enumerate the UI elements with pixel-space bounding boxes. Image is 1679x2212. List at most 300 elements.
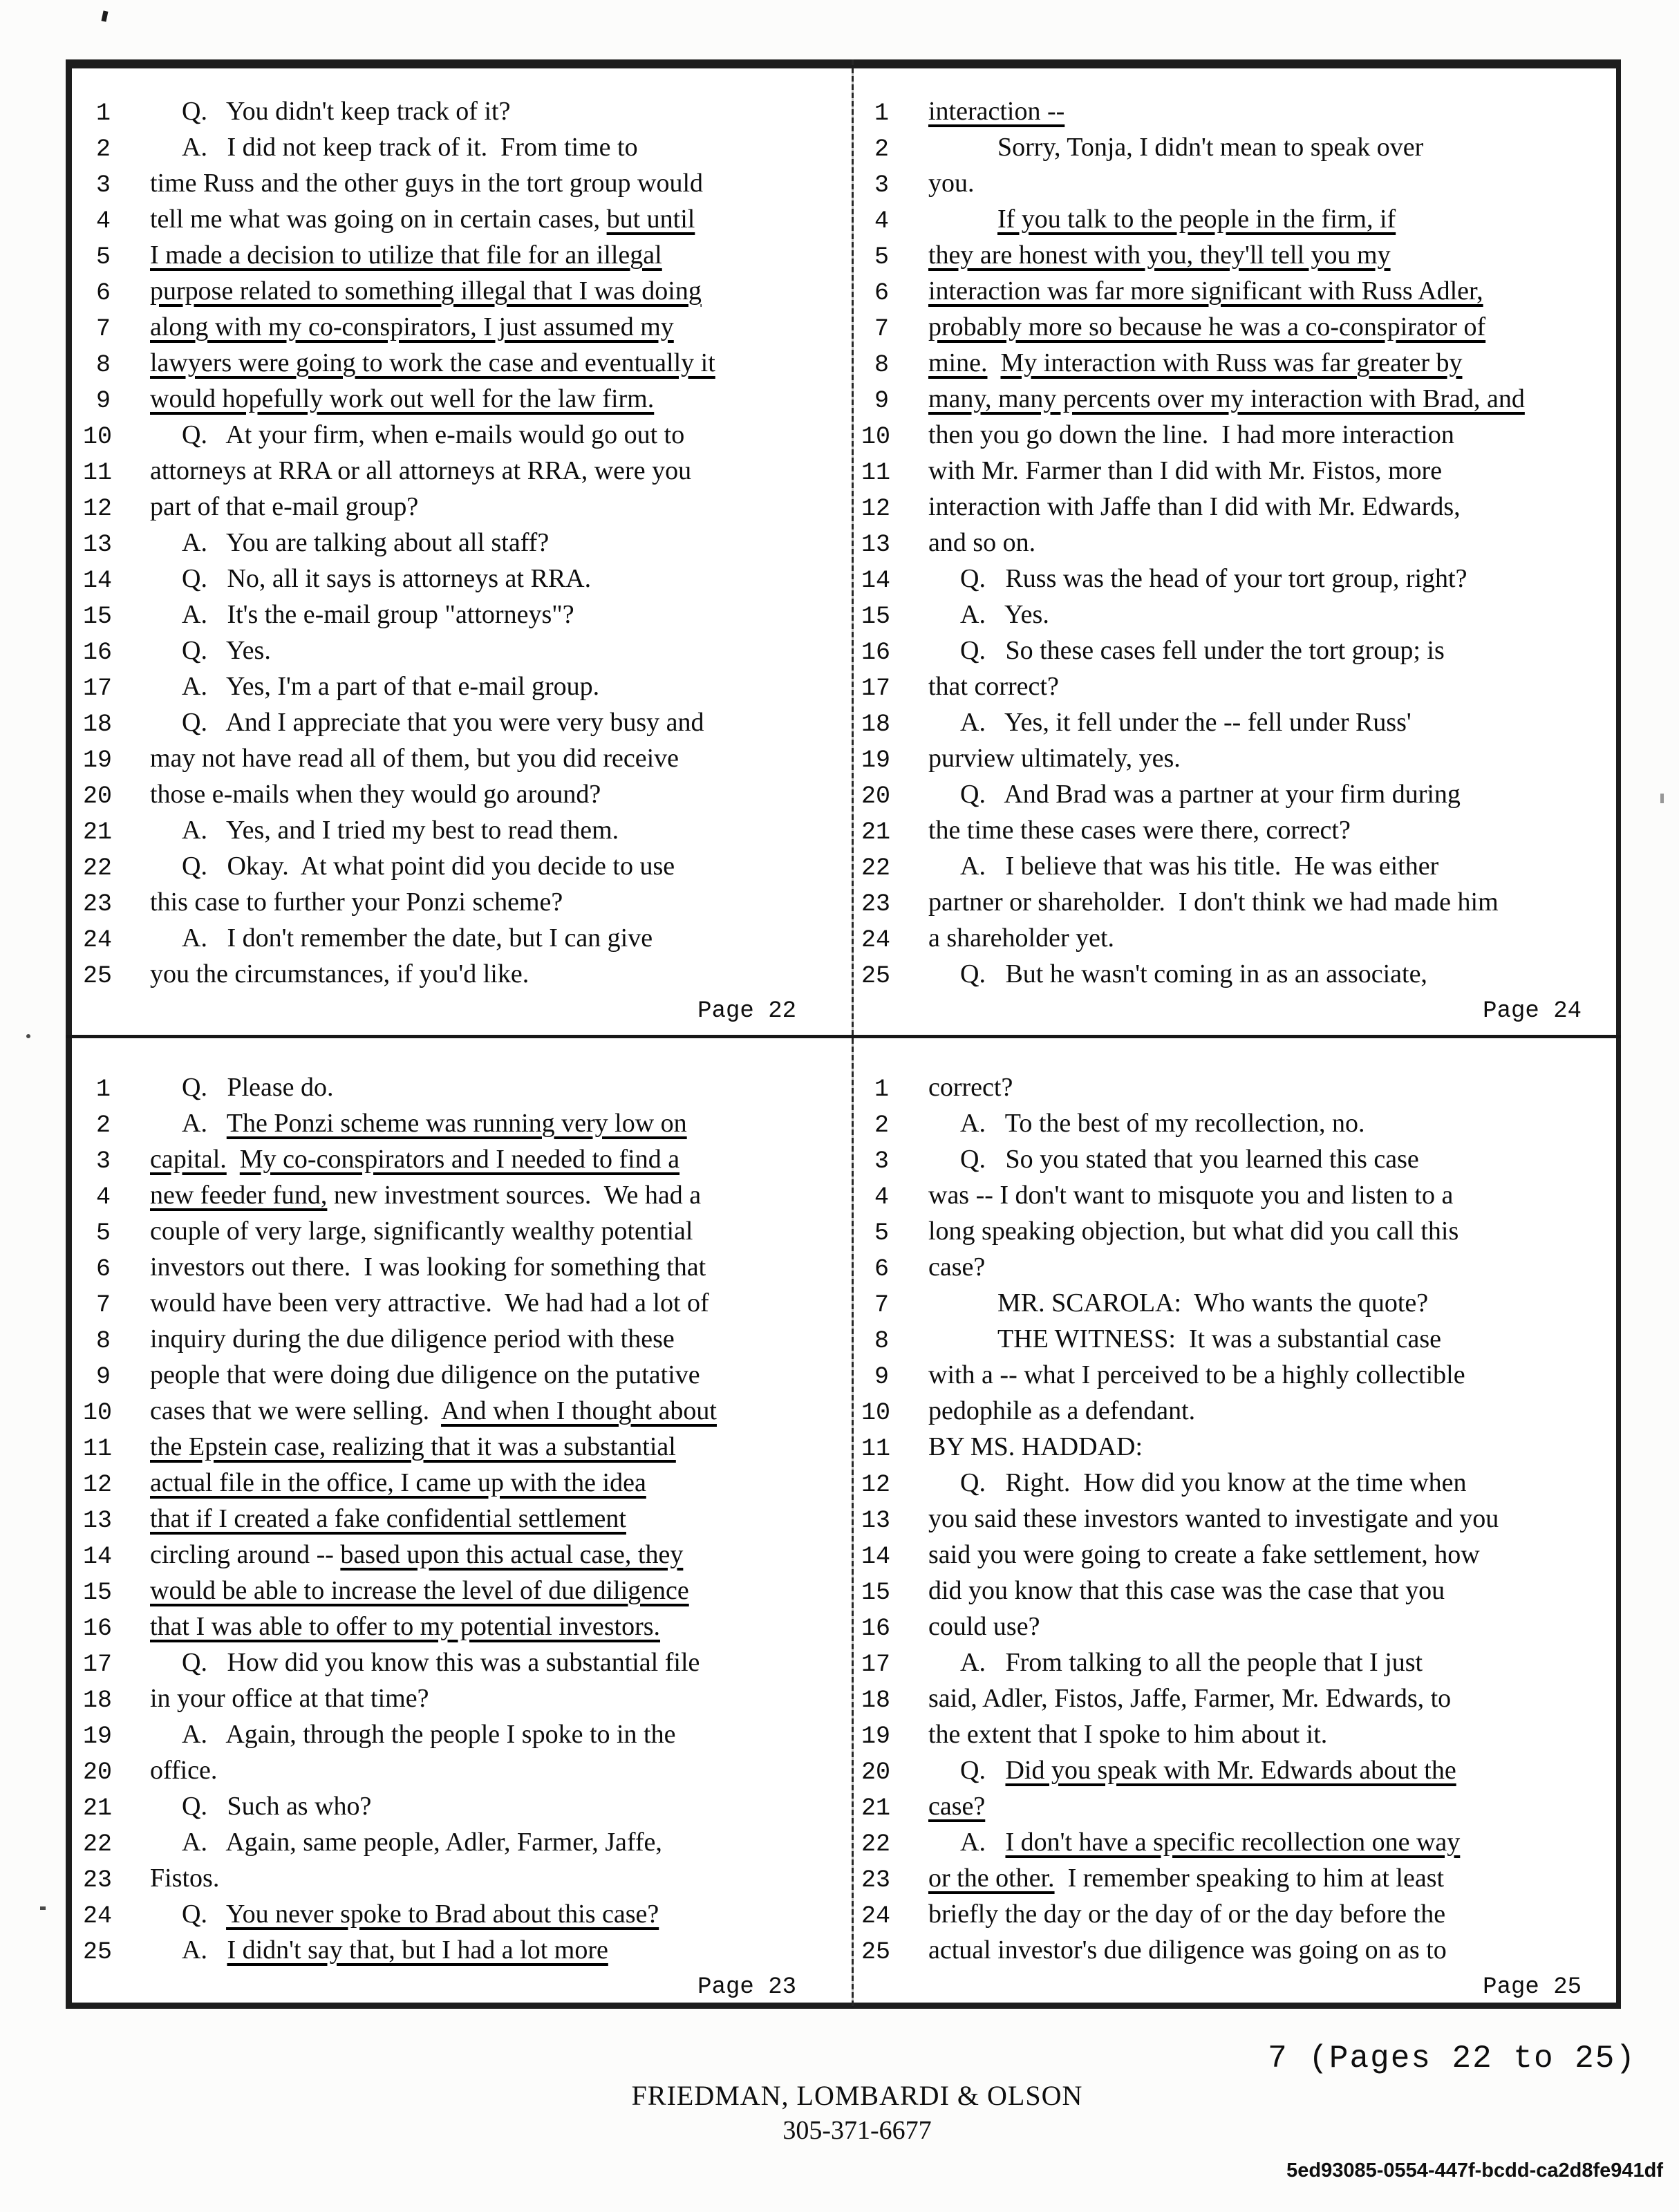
transcript-line bbox=[861, 1501, 1609, 1537]
transcript-line bbox=[861, 1141, 1609, 1177]
line-text: couple of very large, significantly wealthy potential bbox=[150, 1217, 693, 1246]
line-text bbox=[150, 237, 662, 273]
line-number: 4 bbox=[874, 207, 889, 235]
transcript-line bbox=[861, 525, 1609, 561]
line-number: 19 bbox=[83, 747, 113, 774]
transcript-line bbox=[83, 237, 843, 273]
line-number: 10 bbox=[861, 423, 891, 451]
transcript-line bbox=[83, 776, 843, 812]
line-number: 15 bbox=[83, 603, 113, 630]
line-text: new feeder fund, new investment sources. We had a bbox=[150, 1181, 702, 1210]
line-number: 13 bbox=[861, 531, 891, 559]
transcript-line bbox=[83, 525, 843, 561]
transcript-line bbox=[861, 1788, 1609, 1824]
underlined-text: along with my co-conspirators, I just assumed my bbox=[150, 312, 674, 341]
line-text: Q. Yes. bbox=[182, 636, 271, 665]
line-text bbox=[928, 237, 1391, 273]
transcript-line bbox=[83, 1860, 843, 1896]
underlined-text: You never spoke to Brad about this case? bbox=[226, 1900, 659, 1929]
transcript-line bbox=[861, 201, 1609, 237]
transcript-line bbox=[861, 273, 1609, 309]
transcript-line bbox=[83, 956, 843, 992]
line-text: Q. So you stated that you learned this case bbox=[960, 1145, 1419, 1174]
transcript-line bbox=[861, 1393, 1609, 1429]
line-number: 2 bbox=[874, 1112, 889, 1139]
line-text bbox=[928, 93, 1064, 129]
transcript-line bbox=[83, 1609, 843, 1644]
line-text bbox=[150, 381, 654, 417]
transcript-line bbox=[861, 309, 1609, 345]
line-number: 21 bbox=[83, 1794, 113, 1822]
transcript-line bbox=[83, 1644, 843, 1680]
transcript-line bbox=[83, 561, 843, 597]
transcript-line bbox=[83, 1357, 843, 1393]
line-text: said, Adler, Fistos, Jaffe, Farmer, Mr. Edwards, to bbox=[928, 1684, 1452, 1713]
line-text: A. It's the e-mail group "attorneys"? bbox=[182, 600, 574, 629]
transcript-line bbox=[861, 165, 1609, 201]
line-text: Q. Russ was the head of your tort group, right? bbox=[960, 564, 1467, 593]
transcript-line bbox=[83, 1465, 843, 1501]
line-number: 20 bbox=[861, 782, 891, 810]
line-text: Q. Okay. At what point did you decide to use bbox=[182, 852, 675, 881]
line-number: 11 bbox=[83, 459, 113, 487]
line-text: Q. Did you speak with Mr. Edwards about the bbox=[960, 1756, 1456, 1785]
line-number: 7 bbox=[874, 315, 889, 343]
transcript-line bbox=[861, 1716, 1609, 1752]
transcript-line bbox=[861, 920, 1609, 956]
line-number: 5 bbox=[95, 243, 111, 271]
line-text bbox=[150, 1573, 689, 1609]
line-text: A. The Ponzi scheme was running very low on bbox=[182, 1109, 687, 1138]
line-number: 2 bbox=[95, 1112, 111, 1139]
line-number: 23 bbox=[861, 1866, 891, 1894]
transcript-line bbox=[83, 597, 843, 632]
line-text: A. I did not keep track of it. From time to bbox=[182, 133, 638, 162]
line-text: you. bbox=[928, 169, 975, 198]
transcript-line bbox=[83, 1249, 843, 1285]
line-number: 8 bbox=[874, 1327, 889, 1355]
line-text bbox=[150, 1501, 626, 1537]
line-text: Sorry, Tonja, I didn't mean to speak over bbox=[997, 133, 1424, 162]
line-number: 17 bbox=[861, 1651, 891, 1678]
transcript-line bbox=[83, 417, 843, 453]
line-text: those e-mails when they would go around? bbox=[150, 780, 601, 809]
underlined-text: Did you speak with Mr. Edwards about the bbox=[1005, 1756, 1456, 1785]
underlined-text: they are honest with you, they'll tell you my bbox=[928, 241, 1391, 270]
line-text: A. Yes, and I tried my best to read them. bbox=[182, 816, 619, 845]
transcript-line bbox=[83, 704, 843, 740]
transcript-line bbox=[861, 1213, 1609, 1249]
transcript-line bbox=[861, 345, 1609, 381]
transcript-line bbox=[861, 776, 1609, 812]
transcript-line bbox=[861, 812, 1609, 848]
line-number: 14 bbox=[861, 567, 891, 594]
line-number: 8 bbox=[874, 351, 889, 379]
court-reporter-firm-name: FRIEDMAN, LOMBARDI & OLSON bbox=[631, 2080, 1083, 2111]
line-number: 25 bbox=[861, 962, 891, 990]
transcript-line bbox=[83, 1573, 843, 1609]
line-number: 21 bbox=[861, 1794, 891, 1822]
line-number: 17 bbox=[861, 675, 891, 702]
line-number: 16 bbox=[861, 1615, 891, 1642]
underlined-text: that I was able to offer to my potential investors. bbox=[150, 1612, 661, 1641]
transcript-line bbox=[861, 1537, 1609, 1573]
transcript-line bbox=[861, 1860, 1609, 1896]
line-text: interaction with Jaffe than I did with Mr. Edwards, bbox=[928, 492, 1461, 521]
line-number: 9 bbox=[95, 387, 111, 415]
line-number: 23 bbox=[83, 1866, 113, 1894]
line-text: briefly the day or the day of or the day before the bbox=[928, 1900, 1446, 1929]
line-text: Q. But he wasn't coming in as an associate, bbox=[960, 959, 1427, 988]
transcript-line bbox=[861, 93, 1609, 129]
line-text: A. Again, same people, Adler, Farmer, Jaffe, bbox=[182, 1828, 662, 1857]
line-number: 5 bbox=[874, 1219, 889, 1247]
line-number: 13 bbox=[83, 531, 113, 559]
line-number: 8 bbox=[95, 1327, 111, 1355]
line-text: circling around -- based upon this actual case, they bbox=[150, 1540, 684, 1569]
line-number: 17 bbox=[83, 1651, 113, 1678]
transcript-line bbox=[861, 561, 1609, 597]
line-text: Q. How did you know this was a substantial file bbox=[182, 1648, 700, 1677]
underlined-text: interaction -- bbox=[928, 97, 1065, 126]
line-number: 1 bbox=[95, 100, 111, 127]
line-text: BY MS. HADDAD: bbox=[928, 1432, 1143, 1461]
transcript-line bbox=[83, 1321, 843, 1357]
underlined-text: And when I thought about bbox=[441, 1396, 717, 1425]
transcript-line bbox=[83, 309, 843, 345]
line-number: 10 bbox=[861, 1399, 891, 1427]
line-text: with a -- what I perceived to be a highly collectible bbox=[928, 1360, 1465, 1389]
line-number: 12 bbox=[83, 1471, 113, 1499]
transcript-line bbox=[83, 668, 843, 704]
transcript-line bbox=[83, 1680, 843, 1716]
transcript-line bbox=[83, 632, 843, 668]
transcript-line bbox=[83, 1213, 843, 1249]
line-number: 21 bbox=[861, 818, 891, 846]
line-number: 19 bbox=[861, 747, 891, 774]
line-number: 7 bbox=[95, 1291, 111, 1319]
line-number: 14 bbox=[83, 567, 113, 594]
line-text bbox=[928, 1788, 985, 1824]
line-text: Q. At your firm, when e-mails would go out to bbox=[182, 420, 685, 449]
transcript-line bbox=[861, 740, 1609, 776]
line-number: 15 bbox=[861, 1579, 891, 1606]
line-number: 11 bbox=[83, 1435, 113, 1463]
line-text bbox=[150, 345, 715, 381]
transcript-line bbox=[83, 273, 843, 309]
line-text: did you know that this case was the case that you bbox=[928, 1576, 1445, 1605]
line-text: A. Again, through the people I spoke to in the bbox=[182, 1720, 676, 1749]
transcript-line bbox=[83, 381, 843, 417]
transcript-line bbox=[83, 1752, 843, 1788]
line-text: this case to further your Ponzi scheme? bbox=[150, 888, 563, 917]
underlined-text: would be able to increase the level of due diligence bbox=[150, 1576, 689, 1605]
transcript-line bbox=[861, 1752, 1609, 1788]
underlined-text: mine. bbox=[928, 348, 988, 377]
transcript-line bbox=[83, 1141, 843, 1177]
transcript-line bbox=[861, 704, 1609, 740]
line-text bbox=[928, 273, 1483, 309]
underlined-text: the Epstein case, realizing that it was a substantial bbox=[150, 1432, 676, 1461]
line-number: 9 bbox=[874, 387, 889, 415]
transcript-line bbox=[861, 597, 1609, 632]
line-number: 24 bbox=[861, 1902, 891, 1930]
line-number: 3 bbox=[874, 171, 889, 199]
transcript-line bbox=[861, 1824, 1609, 1860]
transcript-line bbox=[83, 129, 843, 165]
underlined-text: If you talk to the people in the firm, if bbox=[997, 205, 1396, 234]
line-text: tell me what was going on in certain cases, but until bbox=[150, 205, 695, 234]
underlined-text: would hopefully work out well for the law firm. bbox=[150, 384, 655, 413]
line-number: 3 bbox=[95, 1147, 111, 1175]
underlined-text: that if I created a fake confidential settlement bbox=[150, 1504, 626, 1533]
line-text bbox=[150, 1141, 679, 1177]
transcript-line bbox=[83, 165, 843, 201]
line-number: 10 bbox=[83, 423, 113, 451]
center-vertical-divider bbox=[852, 59, 854, 2009]
line-number: 2 bbox=[874, 135, 889, 163]
line-text: said you were going to create a fake settlement, how bbox=[928, 1540, 1480, 1569]
transcript-line bbox=[861, 1573, 1609, 1609]
transcript-line bbox=[861, 1644, 1609, 1680]
line-number: 1 bbox=[95, 1076, 111, 1103]
line-text: A. I didn't say that, but I had a lot more bbox=[182, 1936, 608, 1965]
line-text: case? bbox=[928, 1253, 986, 1282]
transcript-line bbox=[83, 1501, 843, 1537]
line-text: A. From talking to all the people that I just bbox=[960, 1648, 1423, 1677]
underlined-text: The Ponzi scheme was running very low on bbox=[226, 1109, 687, 1138]
line-text: A. Yes. bbox=[960, 600, 1049, 629]
line-number: 24 bbox=[83, 1902, 113, 1930]
line-text bbox=[150, 1429, 676, 1465]
transcript-line bbox=[861, 489, 1609, 525]
line-number: 15 bbox=[861, 603, 891, 630]
line-text: investors out there. I was looking for something that bbox=[150, 1253, 706, 1282]
line-text: Fistos. bbox=[150, 1864, 220, 1893]
line-number: 4 bbox=[95, 1183, 111, 1211]
transcript-line bbox=[861, 129, 1609, 165]
transcript-line bbox=[83, 1788, 843, 1824]
transcript-page-25 bbox=[861, 1069, 1609, 2003]
line-number: 9 bbox=[874, 1363, 889, 1391]
ink-speck-right-edge bbox=[1660, 794, 1664, 803]
line-text: you the circumstances, if you'd like. bbox=[150, 959, 529, 988]
page-24-lines bbox=[861, 93, 1609, 992]
line-number: 10 bbox=[83, 1399, 113, 1427]
line-text: cases that we were selling. And when I thought about bbox=[150, 1396, 717, 1425]
underlined-text: many, many percents over my interaction with Brad, and bbox=[928, 384, 1525, 413]
line-number: 19 bbox=[83, 1723, 113, 1750]
transcript-line bbox=[861, 632, 1609, 668]
line-number: 20 bbox=[861, 1759, 891, 1786]
transcript-line bbox=[861, 1932, 1609, 1968]
underlined-text: probably more so because he was a co-conspirator of bbox=[928, 312, 1486, 341]
transcript-line bbox=[861, 668, 1609, 704]
underlined-text: purpose related to something illegal that I was doing bbox=[150, 276, 702, 306]
line-text bbox=[928, 345, 1462, 381]
line-number: 1 bbox=[874, 100, 889, 127]
page-22-label: Page 22 bbox=[697, 998, 796, 1024]
transcript-line bbox=[83, 1716, 843, 1752]
line-text bbox=[928, 381, 1525, 417]
line-number: 6 bbox=[874, 279, 889, 307]
line-number: 16 bbox=[861, 639, 891, 666]
underlined-text: I didn't say that, but I had a lot more bbox=[227, 1936, 608, 1965]
line-number: 6 bbox=[874, 1255, 889, 1283]
line-text bbox=[928, 201, 1396, 237]
line-text: Q. And Brad was a partner at your firm during bbox=[960, 780, 1461, 809]
line-number: 14 bbox=[861, 1543, 891, 1571]
line-text: in your office at that time? bbox=[150, 1684, 429, 1713]
line-text: time Russ and the other guys in the tort group would bbox=[150, 169, 704, 198]
transcript-line bbox=[83, 1285, 843, 1321]
center-horizontal-divider bbox=[66, 1035, 1621, 1038]
line-number: 7 bbox=[874, 1291, 889, 1319]
transcript-line bbox=[83, 1069, 843, 1105]
ink-speck-mid-left bbox=[26, 1034, 30, 1038]
underlined-text: new feeder fund, bbox=[150, 1181, 328, 1210]
line-text: A. Yes, I'm a part of that e-mail group. bbox=[182, 672, 600, 701]
line-number: 18 bbox=[861, 1687, 891, 1714]
line-text: could use? bbox=[928, 1612, 1040, 1641]
transcript-line bbox=[83, 812, 843, 848]
transcript-line bbox=[83, 345, 843, 381]
court-reporter-phone: 305-371-6677 bbox=[782, 2116, 932, 2145]
transcript-line bbox=[83, 93, 843, 129]
line-number: 15 bbox=[83, 1579, 113, 1606]
transcript-line bbox=[83, 1896, 843, 1932]
line-text: Q. Such as who? bbox=[182, 1792, 372, 1821]
line-text: Q. You didn't keep track of it? bbox=[182, 97, 511, 126]
footer-page-range: 7 (Pages 22 to 25) bbox=[1268, 2041, 1636, 2077]
ink-speck-bottom-left bbox=[40, 1906, 46, 1910]
transcript-line bbox=[861, 848, 1609, 884]
line-number: 22 bbox=[861, 1830, 891, 1858]
transcript-line bbox=[861, 237, 1609, 273]
line-text: MR. SCAROLA: Who wants the quote? bbox=[997, 1288, 1429, 1318]
line-number: 12 bbox=[861, 495, 891, 523]
line-number: 20 bbox=[83, 1759, 113, 1786]
transcript-line bbox=[861, 1465, 1609, 1501]
line-text: A. You are talking about all staff? bbox=[182, 528, 550, 557]
line-text: part of that e-mail group? bbox=[150, 492, 419, 521]
line-number: 23 bbox=[83, 890, 113, 918]
line-number: 22 bbox=[861, 854, 891, 882]
line-text: with Mr. Farmer than I did with Mr. Fistos, more bbox=[928, 456, 1443, 485]
transcript-line bbox=[861, 1069, 1609, 1105]
line-text bbox=[150, 1609, 660, 1644]
line-text: Q. And I appreciate that you were very busy and bbox=[182, 708, 704, 737]
transcript-frame bbox=[66, 59, 1621, 2009]
line-text: correct? bbox=[928, 1073, 1013, 1102]
underlined-text: capital. bbox=[150, 1145, 227, 1174]
underlined-text: I don't have a specific recollection one way bbox=[1005, 1828, 1461, 1857]
line-text: Q. You never spoke to Brad about this case? bbox=[182, 1900, 659, 1929]
page-22-lines bbox=[83, 93, 843, 992]
line-number: 5 bbox=[95, 1219, 111, 1247]
transcript-line bbox=[861, 381, 1609, 417]
line-text: Q. So these cases fell under the tort group; is bbox=[960, 636, 1445, 665]
line-text: Q. Right. How did you know at the time when bbox=[960, 1468, 1467, 1497]
transcript-line bbox=[83, 201, 843, 237]
line-number: 18 bbox=[861, 711, 891, 738]
transcript-line bbox=[83, 453, 843, 489]
transcript-line bbox=[861, 1177, 1609, 1213]
transcript-line bbox=[83, 884, 843, 920]
line-text: would have been very attractive. We had had a lot of bbox=[150, 1288, 709, 1318]
line-number: 6 bbox=[95, 1255, 111, 1283]
line-number: 5 bbox=[874, 243, 889, 271]
line-number: 8 bbox=[95, 351, 111, 379]
underlined-text: I made a decision to utilize that file for an illegal bbox=[150, 241, 662, 270]
transcript-line bbox=[861, 956, 1609, 992]
transcript-page-24 bbox=[861, 93, 1609, 1027]
transcript-line bbox=[83, 740, 843, 776]
line-text: then you go down the line. I had more interaction bbox=[928, 420, 1454, 449]
transcript-line bbox=[861, 1357, 1609, 1393]
line-text bbox=[150, 309, 674, 345]
line-number: 20 bbox=[83, 782, 113, 810]
line-text: you said these investors wanted to investigate and you bbox=[928, 1504, 1499, 1533]
line-text: office. bbox=[150, 1756, 218, 1785]
line-text: actual investor's due diligence was going on as to bbox=[928, 1936, 1447, 1965]
line-number: 7 bbox=[95, 315, 111, 343]
line-number: 24 bbox=[83, 926, 113, 954]
line-number: 24 bbox=[861, 926, 891, 954]
transcript-line bbox=[861, 1609, 1609, 1644]
page-23-lines bbox=[83, 1069, 843, 1968]
transcript-line bbox=[861, 1105, 1609, 1141]
line-number: 12 bbox=[861, 1471, 891, 1499]
line-number: 22 bbox=[83, 1830, 113, 1858]
underlined-text: interaction was far more significant with Russ Adler, bbox=[928, 276, 1483, 306]
underlined-text: lawyers were going to work the case and eventually it bbox=[150, 348, 715, 377]
line-number: 21 bbox=[83, 818, 113, 846]
line-text: was -- I don't want to misquote you and listen to a bbox=[928, 1181, 1454, 1210]
transcript-line bbox=[83, 1393, 843, 1429]
line-text: and so on. bbox=[928, 528, 1036, 557]
line-number: 4 bbox=[874, 1183, 889, 1211]
line-number: 25 bbox=[83, 962, 113, 990]
line-number: 4 bbox=[95, 207, 111, 235]
transcript-line bbox=[83, 920, 843, 956]
line-text: the extent that I spoke to him about it. bbox=[928, 1720, 1328, 1749]
underlined-text: My co-conspirators and I needed to find a bbox=[239, 1145, 680, 1174]
line-text: A. I don't have a specific recollection one way bbox=[960, 1828, 1461, 1857]
underlined-text: case? bbox=[928, 1792, 986, 1821]
transcript-line bbox=[83, 1537, 843, 1573]
transcript-line bbox=[83, 1105, 843, 1141]
page-23-label: Page 23 bbox=[697, 1974, 796, 2000]
line-number: 3 bbox=[95, 171, 111, 199]
line-text bbox=[150, 1465, 646, 1501]
line-text: may not have read all of them, but you did receive bbox=[150, 744, 679, 773]
line-number: 13 bbox=[83, 1507, 113, 1535]
transcript-page-22 bbox=[83, 93, 843, 1027]
line-text: the time these cases were there, correct? bbox=[928, 816, 1351, 845]
transcript-line bbox=[83, 848, 843, 884]
transcript-line bbox=[83, 489, 843, 525]
line-number: 25 bbox=[83, 1938, 113, 1966]
transcript-line bbox=[861, 884, 1609, 920]
line-text: that correct? bbox=[928, 672, 1059, 701]
transcript-line bbox=[83, 1177, 843, 1213]
transcript-line bbox=[861, 1896, 1609, 1932]
underlined-text: based upon this actual case, they bbox=[340, 1540, 684, 1569]
line-text: Q. Please do. bbox=[182, 1073, 334, 1102]
line-text: Q. No, all it says is attorneys at RRA. bbox=[182, 564, 592, 593]
line-text bbox=[928, 309, 1485, 345]
